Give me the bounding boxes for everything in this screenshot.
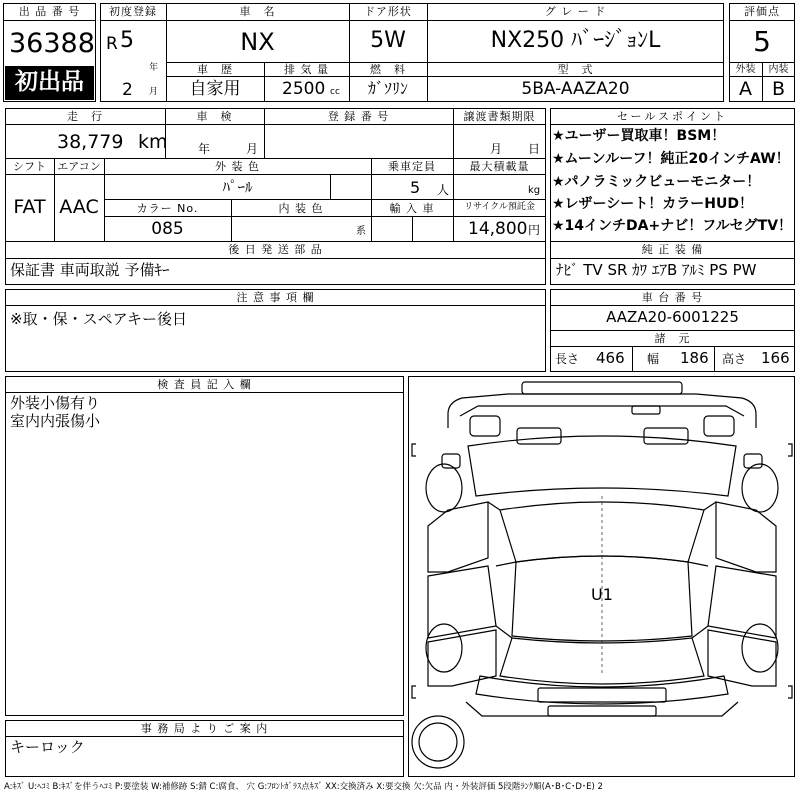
ac-label: エアコン — [57, 160, 101, 173]
ext-score-value: A — [739, 78, 752, 100]
legend-text: A:ｷｽﾞ U:ﾍｺﾐ B:ｷｽﾞを伴うﾍｺﾐ P:要塗装 W:補修跡 S:錆 C:腐食、 穴 G:ﾌﾛﾝﾄｶﾞﾗｽ点ｷｽﾞ XX:交換済み X:要交換 欠:欠品 内・外装評価 5段階ﾗﾝｸ順(A･B･C･D･E) 2 — [4, 782, 603, 792]
sales-point-5: ★14インチDA+ナビ！フルセグTV！ — [552, 218, 793, 234]
first-reg-month: 2 — [122, 80, 133, 100]
recycle-label: リサイクル預託金 — [464, 202, 535, 212]
ac-value: AAC — [59, 196, 99, 218]
int-score-value: B — [771, 78, 786, 100]
car-name-label: 車 名 — [239, 5, 276, 18]
sales-points-label: セールスポイント — [616, 110, 728, 123]
first-listing-badge — [5, 66, 94, 100]
model-type-value: 5BA-AAZA20 — [521, 79, 630, 99]
diagram-damage-mark: U1 — [591, 585, 613, 604]
history-value: 自家用 — [189, 79, 241, 99]
door-label: ドア形状 — [364, 5, 412, 18]
capacity-unit: 人 — [437, 183, 450, 197]
score-label: 評価点 — [744, 5, 780, 18]
first-listing-text: 初出品 — [15, 69, 84, 95]
inspector-line-2: 室内内張傷小 — [10, 412, 101, 430]
sales-point-2: ★ムーンルーフ！純正20インチAW！ — [552, 151, 790, 167]
sales-point-1: ★ユーザー買取車！BSM！ — [552, 128, 726, 144]
transfer-docs-day-unit: 日 — [528, 142, 541, 156]
transfer-docs-month-unit: 月 — [490, 142, 503, 156]
sales-point-4: ★レザーシート！カラーHUD！ — [552, 196, 753, 212]
score-value: 5 — [753, 25, 771, 58]
mileage-unit: km — [138, 131, 168, 153]
width-label: 幅 — [647, 352, 660, 366]
door-value: 5W — [370, 28, 406, 53]
height-value: 166 — [761, 349, 790, 367]
office-label: 事 務 局 よ り ご 案 内 — [140, 722, 269, 735]
lot-label: 出 品 番 号 — [18, 5, 81, 18]
mileage-label: 走 行 — [67, 110, 103, 123]
color-no-label: カラー No. — [136, 202, 199, 215]
grade-label: グ レ ー ド — [544, 5, 607, 18]
color-no-value: 085 — [151, 219, 184, 239]
length-value: 466 — [596, 349, 625, 367]
inspector-label: 検 査 員 記 入 欄 — [157, 378, 252, 391]
height-label: 高さ — [722, 352, 747, 366]
car-name-value: NX — [240, 28, 275, 56]
inspection-year-unit: 年 — [198, 142, 211, 156]
max-load-unit: kg — [528, 185, 541, 196]
capacity-label: 乗車定員 — [388, 160, 436, 173]
shift-value: FAT — [13, 196, 46, 218]
first-reg-year: 5 — [120, 28, 134, 53]
recycle-unit: 円 — [528, 223, 541, 237]
equipment-label: 純 正 装 備 — [641, 243, 704, 256]
transfer-docs-label: 譲渡書類期限 — [463, 110, 536, 123]
mileage-value: 38,779 — [57, 131, 124, 153]
history-label: 車 歴 — [197, 63, 233, 76]
later-parts-label: 後 日 発 送 部 品 — [228, 243, 323, 256]
int-score-label: 内装 — [768, 64, 789, 75]
length-label: 長さ — [555, 352, 580, 366]
lot-number: 36388 — [9, 28, 95, 59]
max-load-label: 最大積載量 — [469, 160, 530, 173]
shift-label: シフト — [13, 160, 46, 173]
recycle-value: 14,800 — [468, 219, 528, 239]
notes-value: ※取・保・スペアキー後日 — [10, 310, 187, 328]
grade-value: NX250 ﾊﾞｰｼﾞｮﾝL — [490, 28, 661, 53]
specs-label: 諸 元 — [654, 332, 691, 345]
model-type-label: 型 式 — [557, 63, 594, 76]
reg-number-label: 登 録 番 号 — [327, 110, 390, 123]
later-parts-value: 保証書 車両取説 予備ｷｰ — [10, 261, 170, 279]
office-value: キーロック — [10, 738, 85, 756]
first-reg-month-unit: 月 — [149, 87, 159, 97]
interior-color-unit: 系 — [356, 226, 366, 237]
chassis-label: 車 台 番 号 — [641, 291, 704, 304]
notes-label: 注 意 事 項 欄 — [236, 291, 315, 304]
exterior-color-value: ﾊﾟｰﾙ — [222, 178, 253, 196]
interior-color-label: 内 装 色 — [278, 202, 324, 215]
capacity-value: 5 — [410, 178, 421, 197]
displacement-value: 2500 — [282, 79, 326, 99]
displacement-label: 排 気 量 — [284, 63, 329, 76]
exterior-color-label: 外 装 色 — [215, 160, 260, 173]
import-label: 輸 入 車 — [389, 202, 435, 215]
inspection-month-unit: 月 — [246, 142, 259, 156]
first-reg-era: R — [106, 34, 118, 54]
ext-score-label: 外装 — [735, 64, 756, 75]
width-value: 186 — [680, 349, 709, 367]
equipment-value: ﾅﾋﾞ TV SR ｶﾜ ｴｱB ｱﾙﾐ PS PW — [556, 261, 757, 279]
fuel-value: ｶﾞｿﾘﾝ — [367, 79, 408, 98]
inspection-label: 車 検 — [196, 110, 233, 123]
fuel-label: 燃 料 — [370, 63, 406, 76]
car-diagram — [408, 376, 795, 777]
displacement-unit: cc — [330, 87, 340, 97]
first-reg-label: 初度登録 — [109, 5, 157, 18]
sales-point-3: ★パノラミックビューモニター！ — [552, 174, 761, 190]
chassis-value: AAZA20-6001225 — [606, 308, 739, 326]
first-reg-year-unit: 年 — [149, 63, 159, 73]
inspector-line-1: 外装小傷有り — [10, 394, 101, 412]
